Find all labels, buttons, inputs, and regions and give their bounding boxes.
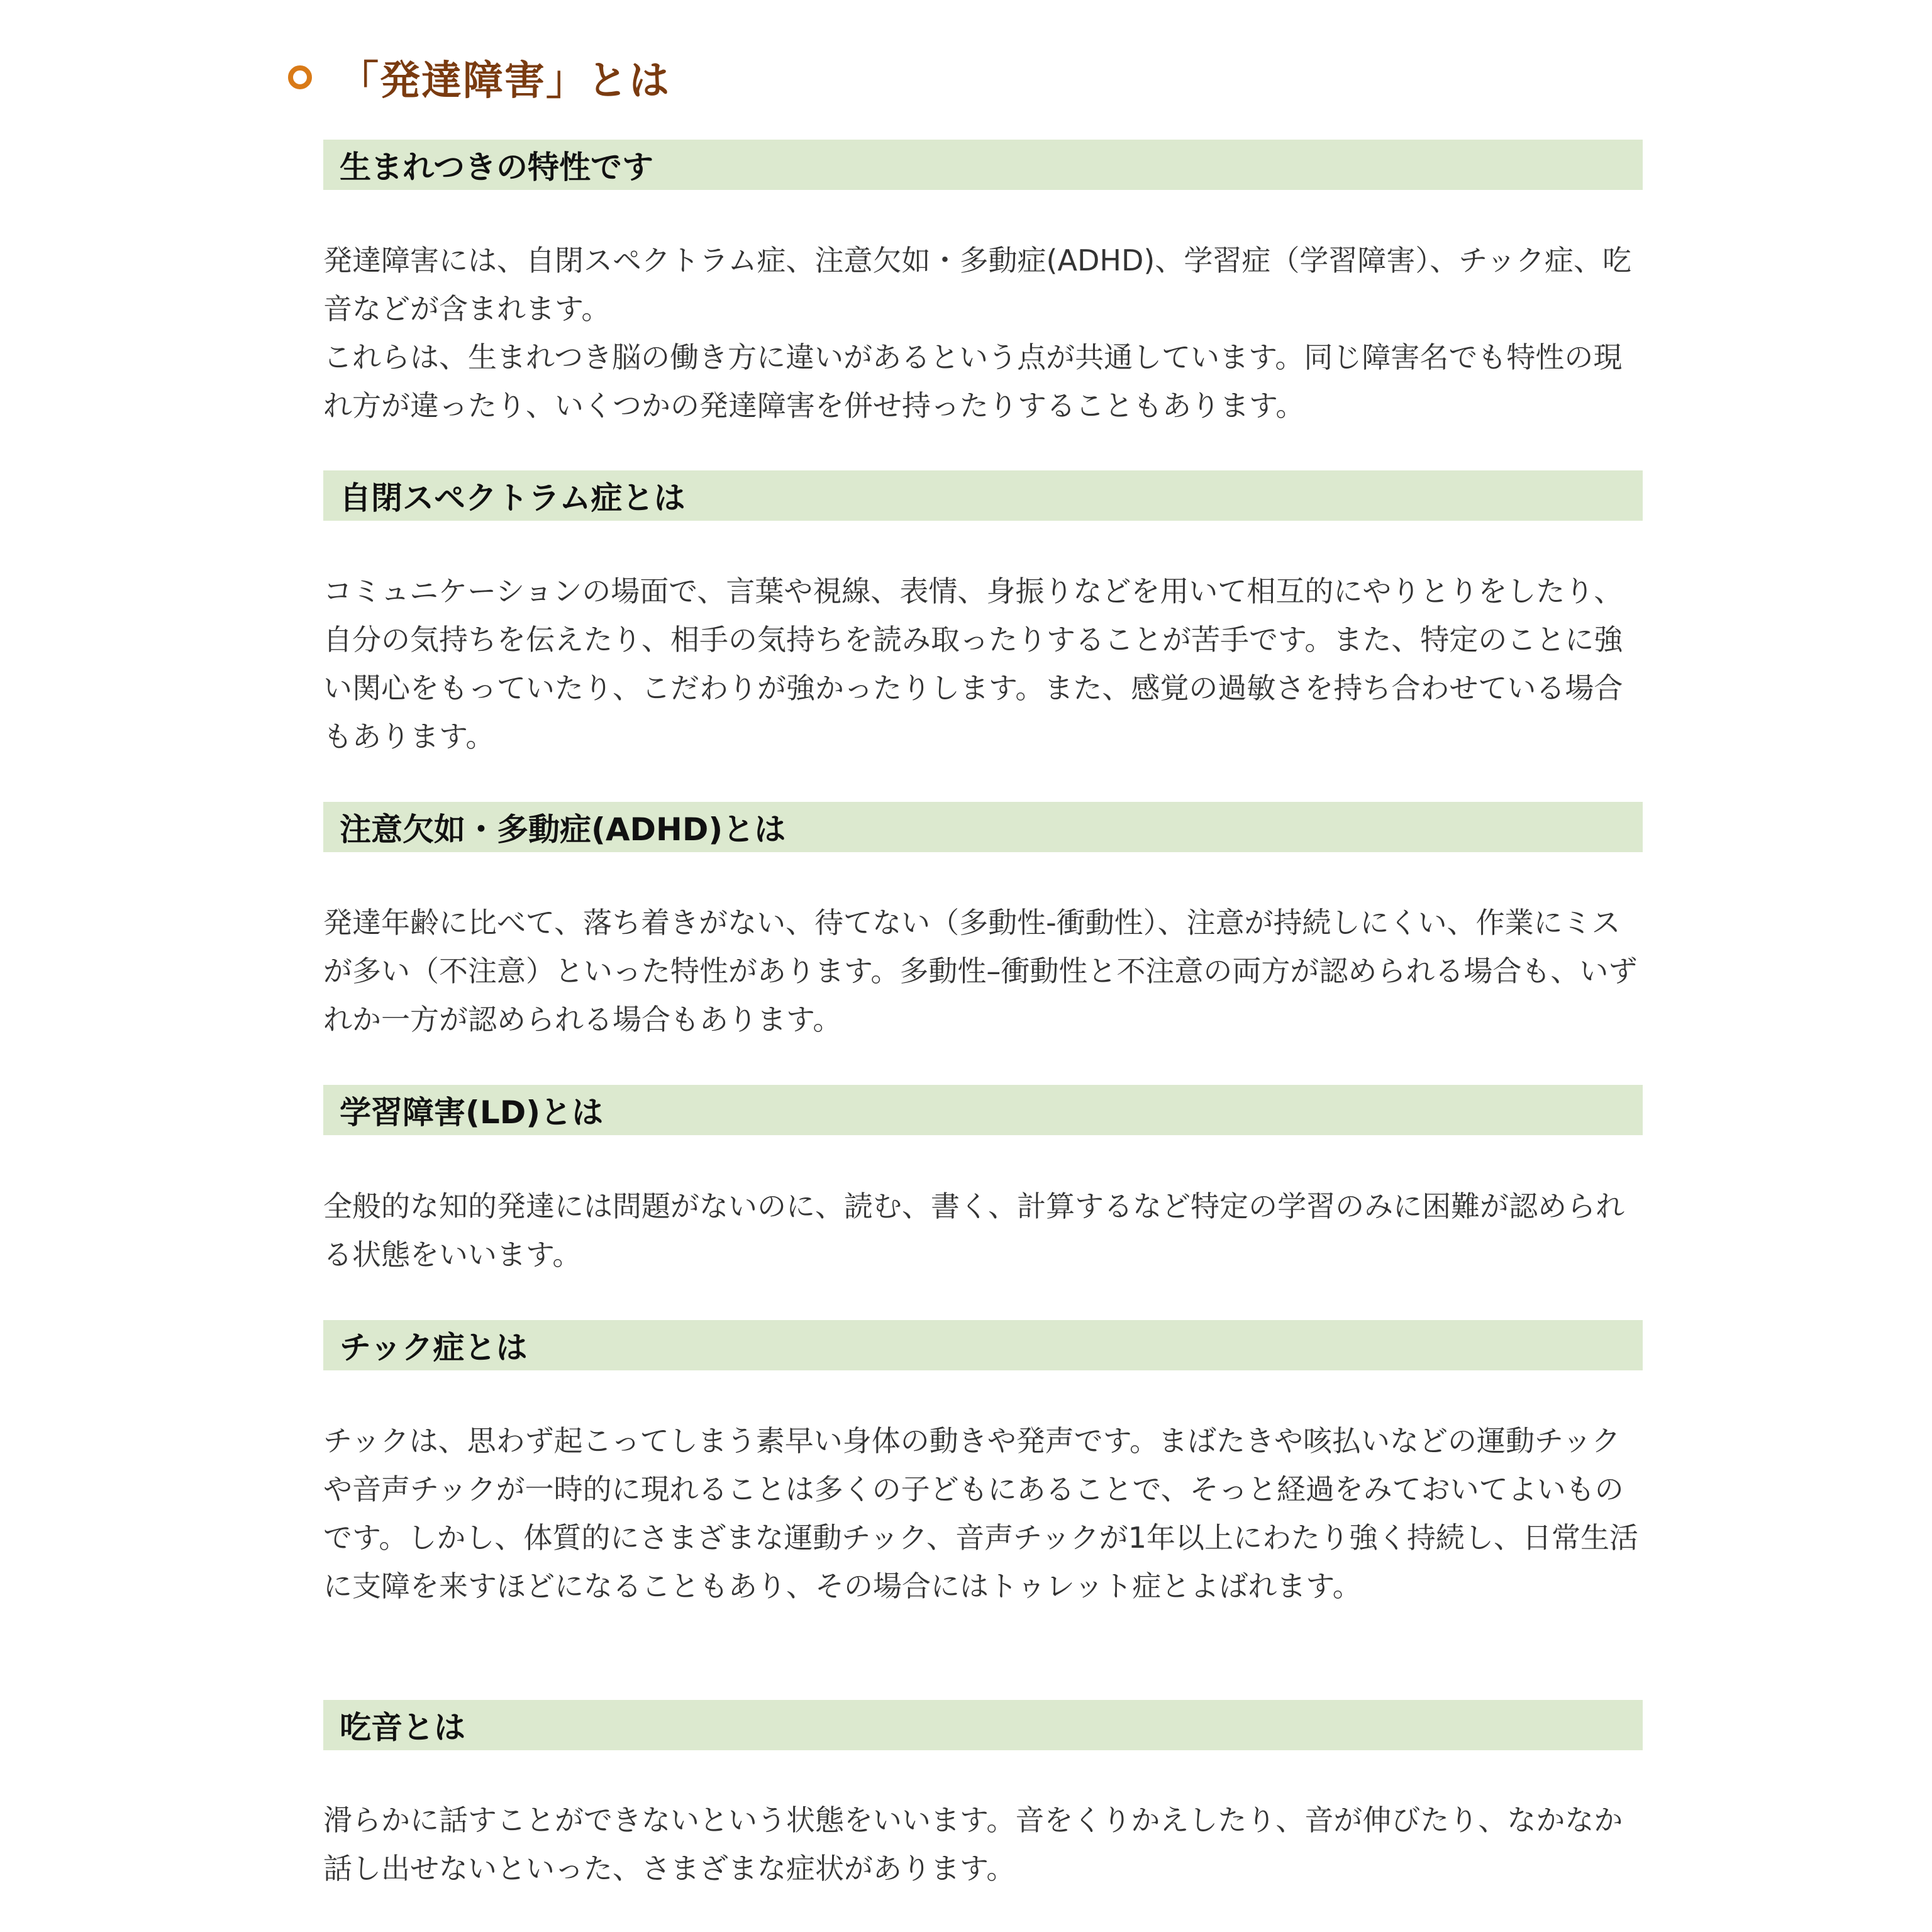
paragraph: 発達障害には、自閉スペクトラム症、注意欠如・多動症(ADHD)、学習症（学習障害）、チック症、吃音などが含まれます。 [323,243,1631,326]
section-body-stuttering [323,1796,1644,1893]
paragraph: チックは、思わず起こってしまう素早い身体の動きや発声です。まばたきや咳払いなどの運動チックや音声チックが一時的に現れることは多くの子どもにあることで、そっと経過をみておいてよいものです。しかし、体質的にさまざまな運動チック、音声チックが1年以上にわたり強く持続し、日常生活に支障を来すほどになることもあり、その場合にはトゥレット症とよばれます。 [323,1424,1638,1603]
page-title-text: 「発達障害」とは [338,58,670,104]
section-heading-innate-traits: 生まれつきの特性です [323,140,1643,190]
section-body-ld [323,1182,1644,1279]
page-title [288,43,670,112]
paragraph: 滑らかに話すことができないという状態をいいます。音をくりかえしたり、音が伸びたり、なかなか話し出せないといった、さまざまな症状があります。 [323,1803,1623,1885]
section-heading-tic: チック症とは [323,1320,1643,1370]
section-body-autism [323,567,1644,761]
paragraph: 全般的な知的発達には問題がないのに、読む、書く、計算するなど特定の学習のみに困難が認められる状態をいいます。 [323,1189,1625,1272]
section-body-innate-traits [323,236,1644,430]
paragraph: これらは、生まれつき脳の働き方に違いがあるという点が共通しています。同じ障害名でも特性の現れ方が違ったり、いくつかの発達障害を併せ持ったりすることもあります。 [323,340,1623,423]
section-heading-autism: 自閉スペクトラム症とは [323,470,1643,521]
section-body-tic [323,1417,1644,1611]
section-heading-adhd: 注意欠如・多動症(ADHD)とは [323,802,1643,852]
section-heading-stuttering: 吃音とは [323,1700,1643,1750]
section-heading-ld: 学習障害(LD)とは [323,1085,1643,1135]
paragraph: 発達年齢に比べて、落ち着きがない、待てない（多動性-衝動性）、注意が持続しにくい、作業にミスが多い（不注意）といった特性があります。多動性–衝動性と不注意の両方が認められる場合も、いずれか一方が認められる場合もあります。 [323,906,1638,1036]
section-body-adhd [323,899,1644,1044]
paragraph: コミュニケーションの場面で、言葉や視線、表情、身振りなどを用いて相互的にやりとりをしたり、自分の気持ちを伝えたり、相手の気持ちを読み取ったりすることが苦手です。また、特定のことに強い関心をもっていたり、こだわりが強かったりします。また、感覚の過敏さを持ち合わせている場合もあります。 [323,574,1623,753]
circle-bullet-icon [288,65,312,89]
